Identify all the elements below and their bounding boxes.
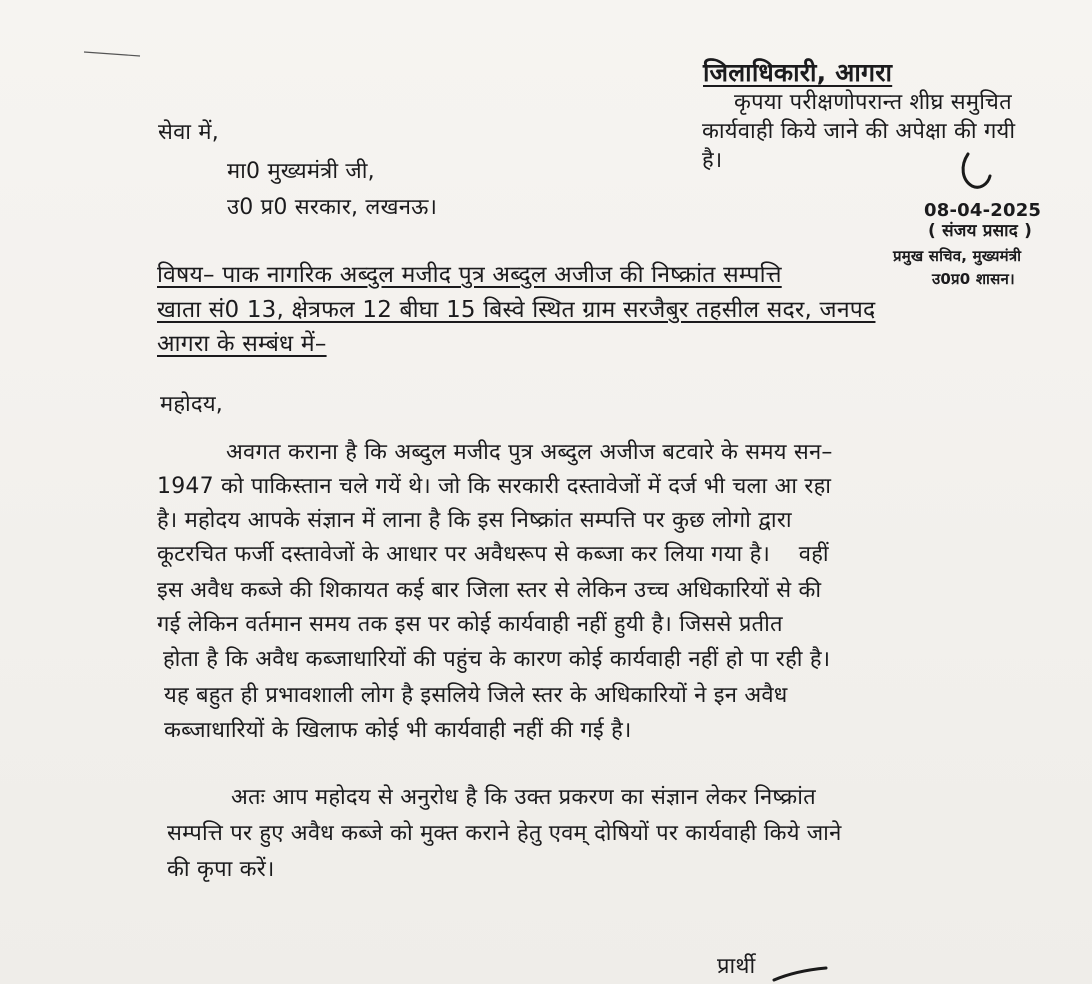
paragraph-1-line: 1947 को पाकिस्तान चले गयें थे। जो कि सरकारी दस्तावेजों में दर्ज भी चला आ रहा: [157, 474, 832, 499]
paragraph-1-line: अवगत कराना है कि अब्दुल मजीद पुत्र अब्दुल अजीज बटवारे के समय सन–: [226, 440, 833, 465]
signoff-label: प्रार्थी: [717, 954, 756, 979]
paragraph-1-line: कब्जाधारियों के खिलाफ कोई भी कार्यवाही नहीं की गई है।: [164, 718, 632, 743]
subject-line-3: आगरा के सम्बंध में–: [157, 331, 327, 357]
paragraph-2-line: की कृपा करें।: [167, 857, 275, 882]
addressee-line-3: उ0 प्र0 सरकार, लखनऊ।: [227, 195, 438, 220]
endorsement-office: उ0प्र0 शासन।: [932, 270, 1015, 288]
paragraph-1-line: गई लेकिन वर्तमान समय तक इस पर कोई कार्यवाही नहीं हुयी है। जिससे प्रतीत: [157, 612, 783, 637]
addressee-line-1: सेवा में,: [158, 120, 219, 145]
endorsement-line-2: कार्यवाही किये जाने की अपेक्षा की गयी: [702, 119, 1016, 144]
endorsement-date: 08-04-2025: [924, 200, 1042, 221]
paragraph-2-line: सम्पत्ति पर हुए अवैध कब्जे को मुक्त कराने हेतु एवम् दोषियों पर कार्यवाही किये जाने: [167, 821, 842, 846]
endorsement-line-3: है।: [702, 148, 723, 173]
salutation: महोदय,: [160, 392, 223, 417]
endorsement-signature: [950, 146, 1010, 196]
applicant-signature: [770, 962, 840, 984]
paragraph-1-line: है। महोदय आपके संज्ञान में लाना है कि इस निष्क्रांत सम्पत्ति पर कुछ लोगो द्वारा: [157, 508, 792, 533]
addressee-line-2: मा0 मुख्यमंत्री जी,: [227, 159, 375, 184]
paragraph-2-line: अतः आप महोदय से अनुरोध है कि उक्त प्रकरण का संज्ञान लेकर निष्क्रांत: [231, 785, 816, 810]
pen-mark: [80, 42, 150, 62]
endorsement-designation: प्रमुख सचिव, मुख्यमंत्री: [893, 247, 1022, 265]
paragraph-1-line: यह बहुत ही प्रभावशाली लोग है इसलिये जिले स्तर के अधिकारियों ने इन अवैध: [164, 683, 788, 708]
subject-line-2: खाता सं0 13, क्षेत्रफल 12 बीघा 15 बिस्वे स्थित ग्राम सरजैबुर तहसील सदर, जनपद: [157, 297, 876, 323]
paragraph-1-line: कूटरचित फर्जी दस्तावेजों के आधार पर अवैधरूप से कब्जा कर लिया गया है। वहीं: [157, 542, 829, 567]
subject-line-1: विषय– पाक नागरिक अब्दुल मजीद पुत्र अब्दुल अजीज की निष्क्रांत सम्पत्ति: [157, 262, 782, 288]
paragraph-1-line: इस अवैध कब्जे की शिकायत कई बार जिला स्तर से लेकिन उच्च अधिकारियों से की: [157, 578, 822, 603]
endorsement-line-1: कृपया परीक्षणोपरान्त शीघ्र समुचित: [734, 90, 1012, 115]
endorsement-heading: जिलाधिकारी, आगरा: [703, 58, 893, 87]
endorsement-name: ( संजय प्रसाद ): [928, 221, 1033, 241]
paragraph-1-line: होता है कि अवैध कब्जाधारियों की पहुंच के कारण कोई कार्यवाही नहीं हो पा रही है।: [163, 647, 831, 672]
